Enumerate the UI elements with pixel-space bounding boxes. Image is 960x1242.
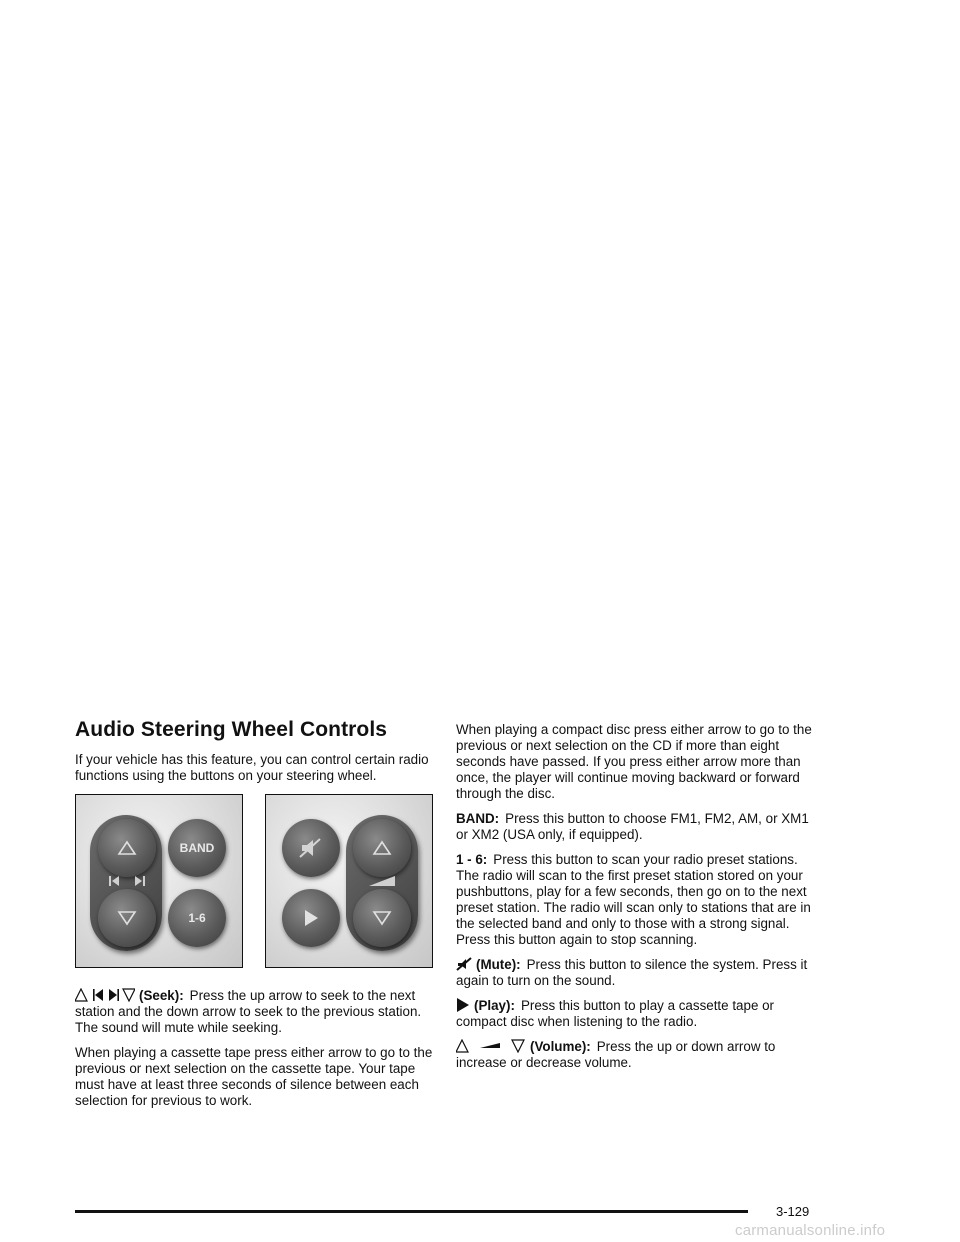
left-column — [75, 718, 440, 1118]
down-arrow-icon — [372, 910, 392, 926]
mute-icon — [456, 957, 472, 971]
band-description — [456, 811, 821, 843]
play-description — [456, 998, 821, 1030]
down-arrow-icon — [117, 910, 137, 926]
mute-description — [456, 957, 821, 989]
volume-up-button — [353, 819, 411, 877]
page-title: Audio Steering Wheel Controls — [75, 718, 388, 741]
play-text: Press this button to play a cassette tape or compact disc when listening to the radio. — [456, 998, 775, 1029]
preset-1-6-button: 1-6 — [168, 889, 226, 947]
band-text: Press this button to choose FM1, FM2, AM, or XM1 or XM2 (USA only, if equipped). — [456, 811, 809, 842]
watermark: carmanualsonline.info — [735, 1222, 886, 1239]
mute-button — [282, 819, 340, 877]
mute-icon — [298, 837, 324, 859]
mute-term: (Mute): — [476, 957, 521, 972]
seek-symbols-icon — [75, 988, 135, 1002]
mute-text: Press this button to silence the system. Press it again to turn on the sound. — [456, 957, 808, 988]
preset-term: 1 - 6: — [456, 852, 488, 867]
volume-term: (Volume): — [530, 1039, 591, 1054]
volume-text: Press the up or down arrow to increase or decrease volume. — [456, 1039, 776, 1070]
intro-paragraph: If your vehicle has this feature, you can control certain radio functions using the buttons on your steering wheel. — [75, 752, 429, 783]
volume-description — [456, 1039, 821, 1071]
volume-wedge-icon — [368, 875, 396, 887]
play-term: (Play): — [474, 998, 515, 1013]
page-number: 3-129 — [776, 1204, 810, 1219]
volume-down-button — [353, 889, 411, 947]
footer-rule — [75, 1210, 748, 1213]
left-controls-photo — [75, 794, 243, 968]
volume-symbols-icon — [456, 1039, 526, 1053]
up-arrow-icon — [117, 840, 137, 856]
seek-down-button — [98, 889, 156, 947]
up-arrow-icon — [372, 840, 392, 856]
preset-description — [456, 852, 821, 948]
play-button — [282, 889, 340, 947]
cd-paragraph: When playing a compact disc press either arrow to go to the previous or next selection on the CD if more than eight seconds have passed. If you press either arrow more than once, the player will continue moving backward or forward through the disc. — [456, 722, 812, 801]
right-controls-photo — [265, 794, 433, 968]
band-term: BAND: — [456, 811, 500, 826]
preset-text: Press this button to scan your radio preset stations. The radio will scan to the first preset station stored on your pushbuttons, play for a few seconds, then go on to the next preset station. The radio will scan only to stations that are in the selected band and only to those with a strong signal. Press this button again to stop scanning. — [456, 852, 811, 947]
seek-text: Press the up arrow to seek to the next station and the down arrow to seek to the previous station. The sound will mute while seeking. — [75, 988, 422, 1035]
band-button: BAND — [168, 819, 226, 877]
play-icon — [456, 998, 470, 1012]
cassette-paragraph: When playing a cassette tape press either arrow to go to the previous or next selection on the cassette tape. Your tape must have at least three seconds of silence between each selection for previous to work. — [75, 1045, 433, 1108]
play-icon — [302, 908, 320, 928]
right-column — [456, 722, 821, 1080]
seek-term: (Seek): — [139, 988, 184, 1003]
seek-description — [75, 988, 440, 1036]
steering-controls-figure — [75, 794, 440, 974]
seek-up-button — [98, 819, 156, 877]
seek-track-icon — [108, 875, 146, 887]
